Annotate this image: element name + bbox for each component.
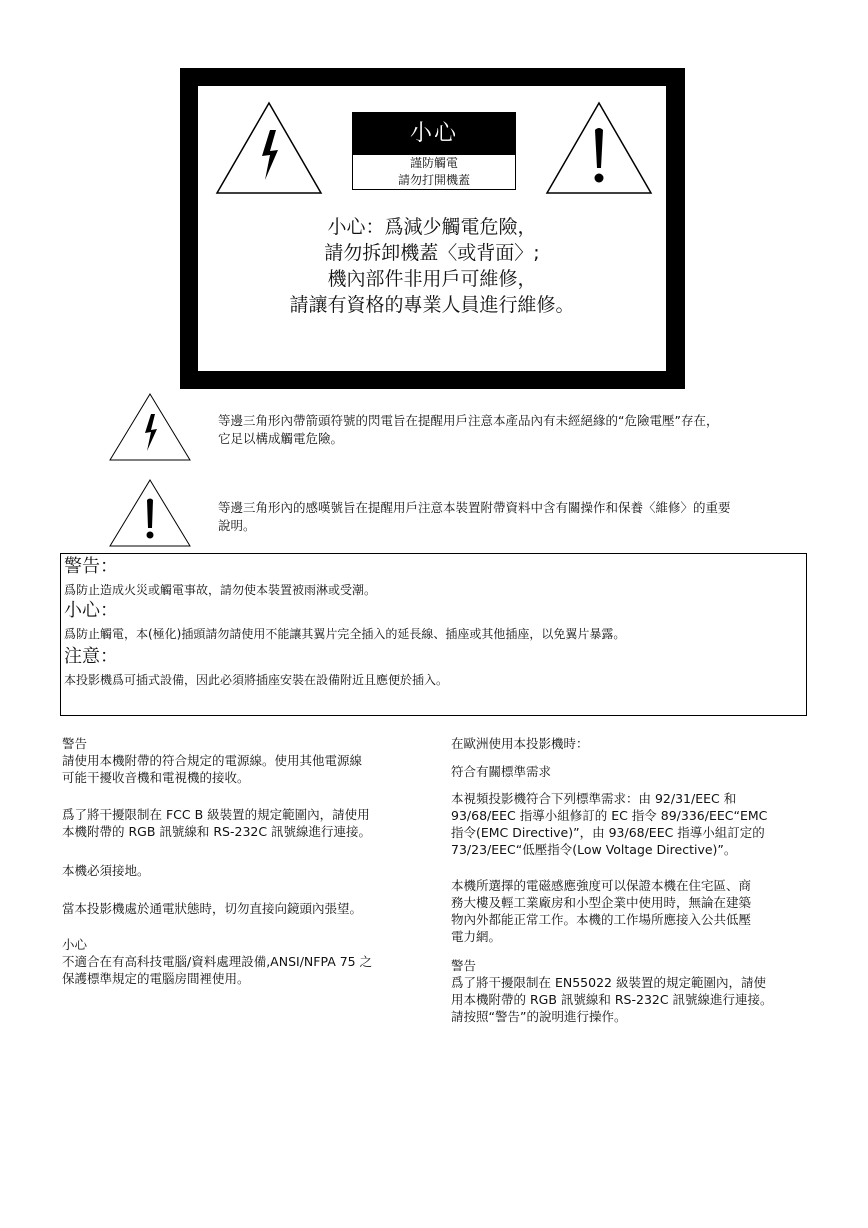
right-warning-heading: 警告 [451,958,477,973]
caution-panel [180,68,685,389]
left-caution-heading: 小心 [62,937,88,952]
exclamation-explanation: 等邊三角形內的感嘆號旨在提醒用戶注意本裝置附帶資料中含有關操作和保養〈維修〉的重要 說明。 [218,500,731,533]
caution-line-1: 小心：爲減少觸電危險， [327,216,537,238]
caution-line-4: 請讓有資格的專業人員進行維修。 [289,294,575,316]
lightning-explanation: 等邊三角形內帶箭頭符號的閃電旨在提醒用戶注意本產品內有未經絕緣的“危險電壓”存在， 它足以構成觸電危險。 [218,413,719,446]
notice-text: 本投影機爲可插式設備，因此必須將插座安裝在設備附近且應便於插入。 [64,673,449,687]
left-warning-heading: 警告 [62,736,88,751]
badge-line-1: 謹防觸電 [409,156,458,170]
caution-badge [352,112,516,190]
exclamation-warning-icon [544,100,654,196]
warning-box [60,553,807,716]
warning-heading: 警告： [64,556,118,577]
caution-line-3: 機內部件非用戶可維修， [327,268,537,290]
lightning-symbol-icon [108,392,192,462]
lightning-warning-icon [214,100,324,196]
notice-heading: 注意： [64,646,118,667]
exclamation-symbol-icon [108,478,192,548]
caution-panel-message [198,198,666,371]
badge-title: 小心 [353,113,515,155]
caution-line-2: 請勿拆卸機蓋〈或背面〉; [324,242,540,264]
caution-heading: 小心： [64,600,118,621]
badge-line-2: 請勿打開機蓋 [397,173,470,187]
warning-text: 爲防止造成火災或觸電事故，請勿使本裝置被雨淋或受潮。 [64,583,377,597]
caution-text: 爲防止觸電，本(極化)插頭請勿請使用不能讓其翼片完全插入的延長線、插座或其他插座，以免翼片暴露。 [64,627,626,641]
